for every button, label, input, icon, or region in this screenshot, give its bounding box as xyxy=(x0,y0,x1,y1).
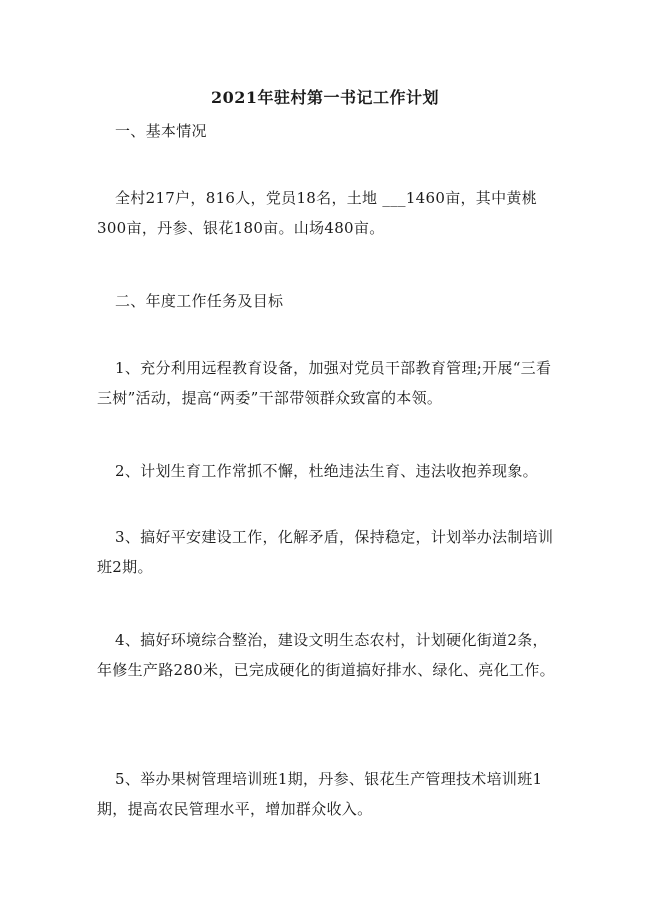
task-item-2: 2、计划生育工作常抓不懈，杜绝违法生育、违法收抱养现象。 xyxy=(115,462,538,480)
document-title: 2021年驻村第一书记工作计划 xyxy=(210,88,440,107)
task-item-3: 3、搞好平安建设工作，化解矛盾，保持稳定，计划举办法制培训班2期。 xyxy=(97,528,554,576)
task-item-4: 4、搞好环境综合整治，建设文明生态农村，计划硬化街道2条，年修生产路280米，已完成硬化的街道搞好排水、绿化、亮化工作。 xyxy=(97,631,555,679)
basic-info-paragraph: 全村217户，816人，党员18名，土地 ___1460亩，其中黄桃300亩，丹参、银花180亩。山场480亩。 xyxy=(97,189,537,237)
section-heading-basic-info: 一、基本情况 xyxy=(115,122,207,140)
task-item-1: 1、充分利用远程教育设备，加强对党员干部教育管理;开展“三看三树”活动，提高“两委”干部带领群众致富的本领。 xyxy=(97,359,552,407)
section-heading-annual-tasks: 二、年度工作任务及目标 xyxy=(115,292,284,310)
task-item-5: 5、举办果树管理培训班1期，丹参、银花生产管理技术培训班1期，提高农民管理水平，增加群众收入。 xyxy=(97,770,543,818)
